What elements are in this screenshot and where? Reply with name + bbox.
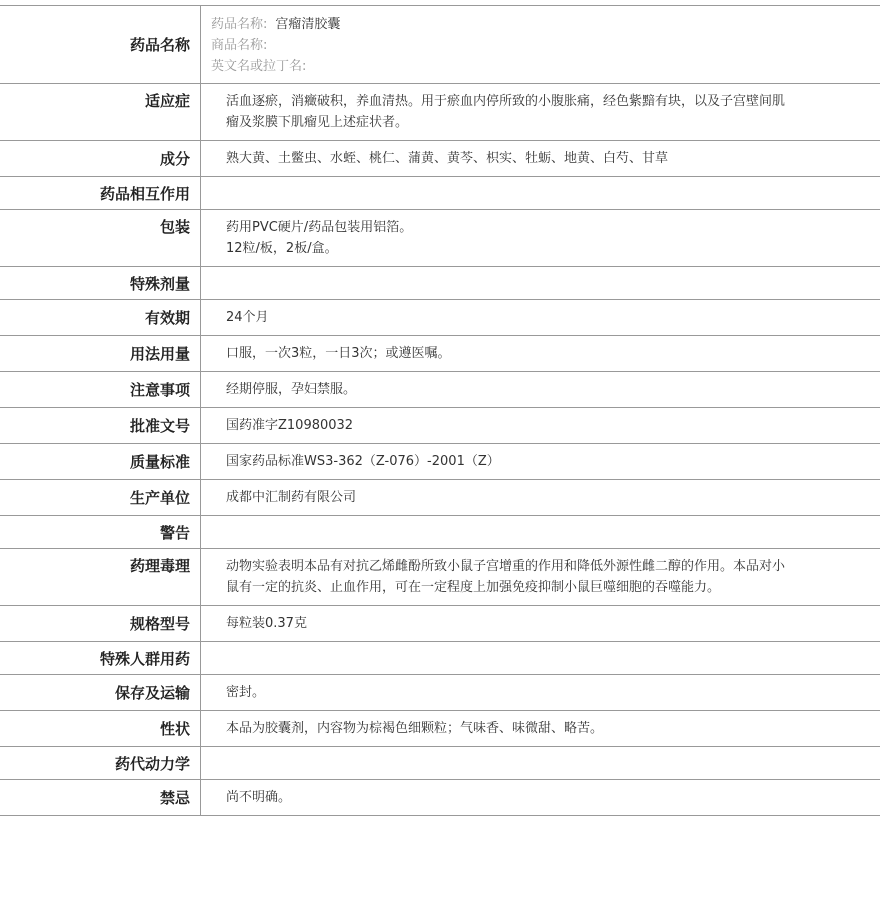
latin-name-key: 英文名或拉丁名: xyxy=(211,59,307,74)
value-manufacturer: 成都中汇制药有限公司 xyxy=(226,490,357,505)
row-pharmacokinetics xyxy=(0,747,880,780)
value-ingredients: 熟大黄、土鳖虫、水蛭、桃仁、蒲黄、黄芩、枳实、牡蛎、地黄、白芍、甘草 xyxy=(226,151,669,166)
label-warning: 警告 xyxy=(0,516,201,548)
label-interactions: 药品相互作用 xyxy=(0,177,201,209)
drug-name-block xyxy=(201,6,350,83)
generic-name-key: 药品名称: xyxy=(211,17,268,32)
row-usage xyxy=(0,336,880,372)
label-usage: 用法用量 xyxy=(0,336,201,371)
value-storage: 密封。 xyxy=(226,685,266,700)
value-contraindications: 尚不明确。 xyxy=(226,790,292,805)
label-pharmacology: 药理毒理 xyxy=(0,549,201,605)
row-special-dosage xyxy=(0,267,880,300)
label-quality-standard: 质量标准 xyxy=(0,444,201,479)
row-storage xyxy=(0,675,880,711)
row-interactions xyxy=(0,177,880,210)
label-shelf-life: 有效期 xyxy=(0,300,201,335)
value-quality-standard: 国家药品标准WS3-362（Z-076）-2001（Z） xyxy=(226,454,500,469)
value-packaging: 药用PVC硬片/药品包装用铝箔。 12粒/板，2板/盒。 xyxy=(226,220,413,256)
value-approval-number: 国药准字Z10980032 xyxy=(226,418,354,433)
label-pharmacokinetics: 药代动力学 xyxy=(0,747,201,779)
trade-name-line xyxy=(211,35,340,56)
label-approval-number: 批准文号 xyxy=(0,408,201,443)
latin-name-line xyxy=(211,56,340,77)
label-storage: 保存及运输 xyxy=(0,675,201,710)
row-packaging xyxy=(0,210,880,267)
label-precautions: 注意事项 xyxy=(0,372,201,407)
row-specification xyxy=(0,606,880,642)
drug-name-label: 药品名称 xyxy=(0,6,201,83)
value-pharmacokinetics xyxy=(201,747,880,779)
row-ingredients xyxy=(0,141,880,177)
row-precautions xyxy=(0,372,880,408)
value-shelf-life: 24个月 xyxy=(226,310,269,325)
generic-name-value: 宫瘤清胶囊 xyxy=(275,17,341,32)
label-manufacturer: 生产单位 xyxy=(0,480,201,515)
value-specification: 每粒装0.37克 xyxy=(226,616,307,631)
value-interactions xyxy=(201,177,880,209)
row-quality-standard xyxy=(0,444,880,480)
label-indications: 适应症 xyxy=(0,84,201,140)
row-pharmacology xyxy=(0,549,880,606)
drug-name-row xyxy=(0,6,880,84)
label-description: 性状 xyxy=(0,711,201,746)
row-description xyxy=(0,711,880,747)
label-special-dosage: 特殊剂量 xyxy=(0,267,201,299)
value-special-dosage xyxy=(201,267,880,299)
row-approval-number xyxy=(0,408,880,444)
row-special-populations xyxy=(0,642,880,675)
label-specification: 规格型号 xyxy=(0,606,201,641)
label-contraindications: 禁忌 xyxy=(0,780,201,815)
value-description: 本品为胶囊剂，内容物为棕褐色细颗粒；气味香、味微甜、略苦。 xyxy=(226,721,604,736)
trade-name-key: 商品名称: xyxy=(211,38,268,53)
row-indications xyxy=(0,84,880,141)
value-warning xyxy=(201,516,880,548)
row-contraindications xyxy=(0,780,880,816)
value-pharmacology: 动物实验表明本品有对抗乙烯雌酚所致小鼠子宫增重的作用和降低外源性雌二醇的作用。本品对小鼠有一定的抗炎、止血作用，可在一定程度上加强免疫抑制小鼠巨噬细胞的吞噬能力。 xyxy=(226,559,786,595)
label-packaging: 包装 xyxy=(0,210,201,266)
row-warning xyxy=(0,516,880,549)
value-usage: 口服，一次3粒，一日3次；或遵医嘱。 xyxy=(226,346,451,361)
value-indications: 活血逐瘀，消癥破积，养血清热。用于瘀血内停所致的小腹胀痛，经色紫黯有块，以及子宫壁间肌瘤及浆膜下肌瘤见上述症状者。 xyxy=(226,94,786,130)
label-special-populations: 特殊人群用药 xyxy=(0,642,201,674)
value-precautions: 经期停服，孕妇禁服。 xyxy=(226,382,357,397)
generic-name-line xyxy=(211,14,340,35)
drug-spec-table xyxy=(0,5,880,816)
row-shelf-life xyxy=(0,300,880,336)
value-special-populations xyxy=(201,642,880,674)
row-manufacturer xyxy=(0,480,880,516)
label-ingredients: 成分 xyxy=(0,141,201,176)
